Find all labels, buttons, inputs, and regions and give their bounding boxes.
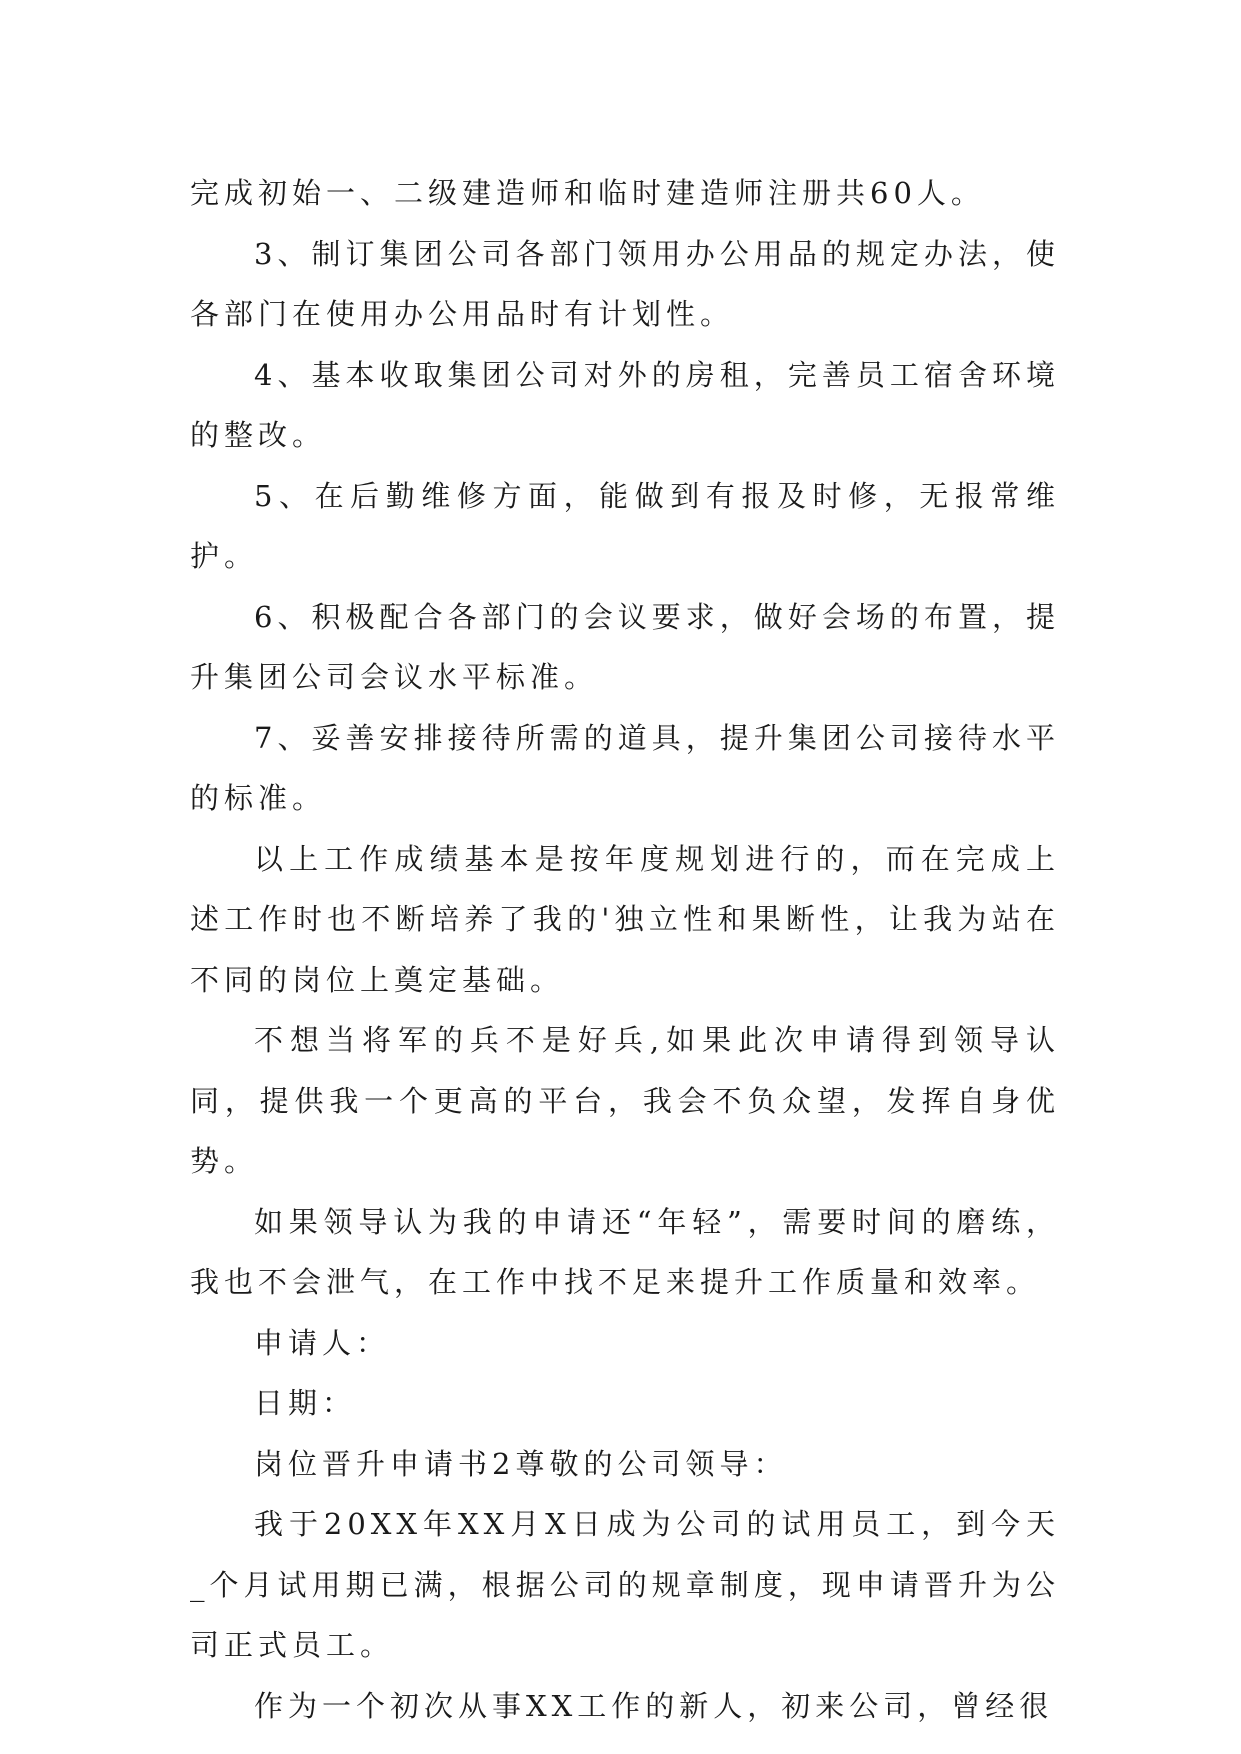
paragraph: 4、基本收取集团公司对外的房租，完善员工宿舍环境的整改。 — [190, 357, 1060, 452]
paragraph: 我于20XX年XX月X日成为公司的试用员工，到今天_个月试用期已满，根据公司的规章制度，现申请晋升为公司正式员工。 — [190, 1507, 1060, 1662]
paragraph: 5、在后勤维修方面，能做到有报及时修，无报常维护。 — [190, 478, 1060, 573]
date-label: 日期： — [254, 1386, 357, 1420]
paragraph: 不想当将军的兵不是好兵,如果此次申请得到领导认同，提供我一个更高的平台，我会不负众望，发挥自身优势。 — [190, 1023, 1060, 1178]
paragraph: 完成初始一、二级建造师和临时建造师注册共60人。 — [190, 176, 985, 210]
paragraph: 以上工作成绩基本是按年度规划进行的，而在完成上述工作时也不断培养了我的'独立性和果断性，让我为站在不同的岗位上奠定基础。 — [190, 841, 1060, 997]
paragraph: 6、积极配合各部门的会议要求，做好会场的布置，提升集团公司会议水平标准。 — [190, 599, 1060, 694]
paragraph: 3、制订集团公司各部门领用办公用品的规定办法，使各部门在使用办公用品时有计划性。 — [190, 236, 1060, 331]
document-body — [190, 163, 1060, 1736]
paragraph: 作为一个初次从事XX工作的新人，初来公司，曾经很 — [254, 1688, 1054, 1723]
paragraph: 7、妥善安排接待所需的道具，提升集团公司接待水平的标准。 — [190, 720, 1060, 815]
section-heading: 岗位晋升申请书2尊敬的公司领导： — [254, 1446, 788, 1481]
paragraph: 如果领导认为我的申请还“年轻”，需要时间的磨练，我也不会泄气，在工作中找不足来提升工作质量和效率。 — [190, 1204, 1060, 1299]
applicant-label: 申请人： — [254, 1325, 391, 1360]
